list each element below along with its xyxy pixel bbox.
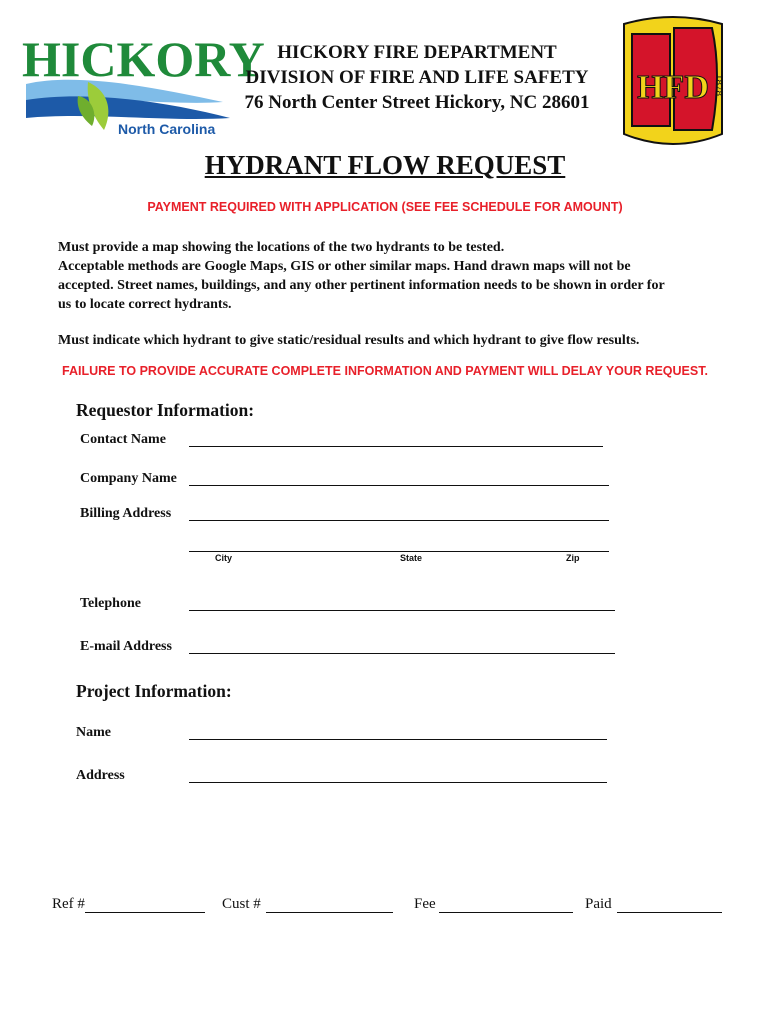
department-header [232, 40, 602, 115]
state-wordmark: North Carolina [118, 121, 216, 137]
company-name-label: Company Name [80, 471, 177, 486]
fee-field[interactable] [439, 912, 573, 913]
requestor-heading: Requestor Information: [76, 400, 255, 420]
failure-notice: FAILURE TO PROVIDE ACCURATE COMPLETE INFORMATION AND PAYMENT WILL DELAY YOUR REQUEST. [62, 364, 708, 378]
ref-field[interactable] [85, 912, 205, 913]
paid-label: Paid [585, 896, 612, 912]
map-instructions: Must provide a map showing the locations of the two hydrants to be tested. Acceptable methods are Google Maps, GIS or other similar maps. Hand drawn maps will not be accepted. Street names, buildings, and any other pertinent information needs to be shown in order for us to locate correct hydrants. [58, 240, 665, 312]
project-address-label: Address [76, 768, 125, 783]
hfd-year: 1878 [713, 74, 725, 96]
telephone-label: Telephone [80, 596, 141, 611]
hydrant-instructions: Must indicate which hydrant to give static/residual results and which hydrant to give flow results. [58, 333, 640, 348]
zip-label: Zip [566, 553, 580, 563]
header-line-1: HICKORY FIRE DEPARTMENT [277, 42, 557, 63]
hfd-emblem [618, 14, 728, 150]
contact-name-label: Contact Name [80, 432, 166, 447]
state-label: State [400, 553, 423, 563]
page-title: HYDRANT FLOW REQUEST [204, 150, 566, 180]
email-field[interactable] [189, 653, 615, 654]
telephone-field[interactable] [189, 610, 615, 611]
project-address-field[interactable] [189, 782, 607, 783]
company-name-field[interactable] [189, 485, 609, 486]
hfd-monogram: HFD [637, 69, 709, 106]
paid-field[interactable] [617, 912, 722, 913]
hickory-logo [18, 22, 265, 142]
contact-name-field[interactable] [189, 446, 603, 447]
fee-label: Fee [414, 896, 436, 912]
cust-label: Cust # [222, 896, 261, 912]
city-wordmark: HICKORY [22, 31, 265, 87]
project-name-label: Name [76, 725, 111, 740]
project-heading: Project Information: [76, 681, 232, 701]
payment-notice: PAYMENT REQUIRED WITH APPLICATION (SEE FEE SCHEDULE FOR AMOUNT) [147, 200, 623, 214]
city-label: City [215, 553, 233, 563]
billing-address-field[interactable] [189, 520, 609, 521]
project-name-field[interactable] [189, 739, 607, 740]
ref-label: Ref # [52, 896, 85, 912]
city-state-zip-field[interactable] [189, 551, 609, 552]
billing-address-label: Billing Address [80, 506, 172, 521]
header-line-2: DIVISION OF FIRE AND LIFE SAFETY [245, 67, 589, 88]
header-line-3: 76 North Center Street Hickory, NC 28601 [244, 92, 590, 113]
email-label: E-mail Address [80, 639, 172, 654]
cust-field[interactable] [266, 912, 393, 913]
